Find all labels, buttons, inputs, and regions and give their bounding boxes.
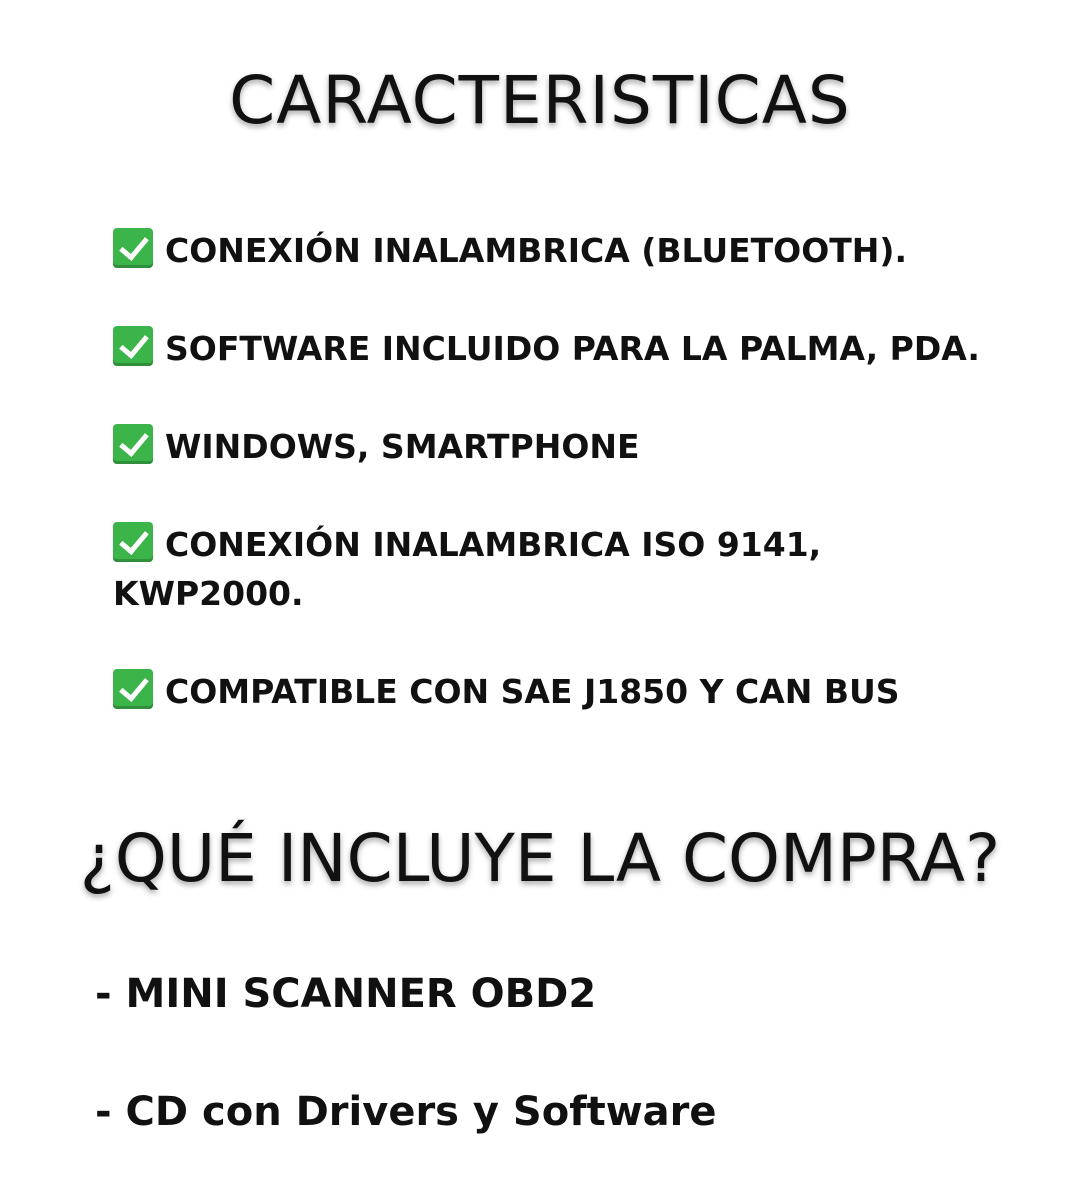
feature-item <box>113 520 873 618</box>
feature-item <box>113 667 1053 716</box>
feature-text: WINDOWS, SMARTPHONE <box>165 427 640 466</box>
features-title: CARACTERISTICAS <box>229 62 851 139</box>
include-item: - MINI SCANNER OBD2 <box>95 971 597 1017</box>
includes-title: ¿QUÉ INCLUYE LA COMPRA? <box>79 820 1001 897</box>
check-mark-icon <box>113 669 153 709</box>
feature-text: CONEXIÓN INALAMBRICA (BLUETOOTH). <box>165 231 908 270</box>
feature-text: CONEXIÓN INALAMBRICA ISO 9141, KWP2000. <box>113 525 822 613</box>
feature-item <box>113 226 1053 275</box>
feature-text: SOFTWARE INCLUIDO PARA LA PALMA, PDA. <box>165 329 980 368</box>
features-list <box>113 226 1053 765</box>
includes-list <box>95 965 717 1201</box>
feature-text: COMPATIBLE CON SAE J1850 Y CAN BUS <box>165 672 900 711</box>
check-mark-icon <box>113 326 153 366</box>
include-item: - CD con Drivers y Software <box>95 1089 717 1135</box>
feature-item <box>113 324 1053 373</box>
check-mark-icon <box>113 228 153 268</box>
check-mark-icon <box>113 522 153 562</box>
feature-item <box>113 422 1053 471</box>
check-mark-icon <box>113 424 153 464</box>
